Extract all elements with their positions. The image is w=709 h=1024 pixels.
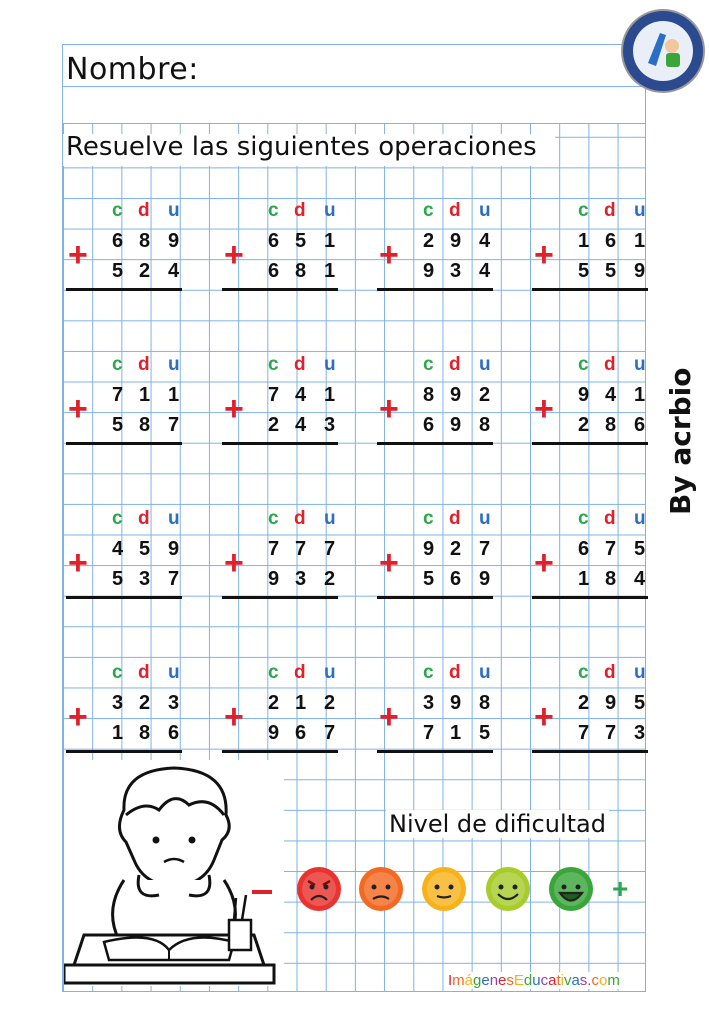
addition-problem: [377, 354, 497, 454]
sum-line: [532, 750, 648, 753]
digit: 3: [168, 692, 180, 714]
addition-problem: [66, 200, 186, 300]
digit: 8: [479, 692, 491, 714]
digit: 2: [139, 692, 151, 714]
digit: 9: [268, 722, 280, 744]
digit: 3: [112, 692, 124, 714]
plus-sign: +: [68, 544, 88, 582]
digit: 4: [295, 414, 307, 436]
column-header-c: c: [423, 662, 434, 683]
digit: 3: [450, 260, 462, 282]
column-header-u: u: [324, 508, 336, 529]
column-header-u: u: [634, 200, 646, 221]
sum-line: [532, 442, 648, 445]
plus-sign: +: [224, 544, 244, 582]
column-header-u: u: [168, 508, 180, 529]
digit: 1: [324, 384, 336, 406]
digit: 7: [605, 538, 617, 560]
digit: 4: [605, 384, 617, 406]
plus-sign: +: [379, 390, 399, 428]
happy-face-icon[interactable]: [548, 866, 594, 912]
digit: 5: [112, 260, 124, 282]
sum-line: [222, 596, 338, 599]
answer-space[interactable]: [377, 292, 493, 318]
column-header-d: d: [449, 200, 461, 221]
digit: 6: [112, 230, 124, 252]
digit: 6: [295, 722, 307, 744]
column-header-c: c: [268, 662, 279, 683]
column-header-d: d: [294, 662, 306, 683]
plus-sign: +: [68, 698, 88, 736]
digit: 5: [139, 538, 151, 560]
digit: 8: [295, 260, 307, 282]
digit: 6: [423, 414, 435, 436]
digit: 9: [450, 384, 462, 406]
addition-problem: [222, 662, 342, 762]
answer-space[interactable]: [222, 446, 338, 472]
column-header-u: u: [168, 354, 180, 375]
digit: 6: [268, 230, 280, 252]
column-header-c: c: [423, 508, 434, 529]
plus-sign: +: [379, 698, 399, 736]
digit: 9: [578, 384, 590, 406]
digit: 2: [578, 414, 590, 436]
digit: 7: [295, 538, 307, 560]
column-header-u: u: [479, 662, 491, 683]
digit: 3: [295, 568, 307, 590]
column-header-d: d: [449, 508, 461, 529]
plus-sign: +: [379, 236, 399, 274]
digit: 2: [423, 230, 435, 252]
digit: 3: [634, 722, 646, 744]
column-header-u: u: [634, 354, 646, 375]
column-header-d: d: [138, 662, 150, 683]
digit: 7: [268, 384, 280, 406]
digit: 9: [423, 538, 435, 560]
sum-line: [377, 750, 493, 753]
digit: 9: [450, 414, 462, 436]
column-header-d: d: [294, 508, 306, 529]
addition-problem: [532, 508, 652, 608]
digit: 4: [634, 568, 646, 590]
column-header-c: c: [268, 508, 279, 529]
answer-space[interactable]: [222, 292, 338, 318]
name-label: Nombre:: [66, 52, 199, 87]
digit: 7: [423, 722, 435, 744]
digit: 5: [112, 414, 124, 436]
digit: 5: [605, 260, 617, 282]
column-header-d: d: [294, 200, 306, 221]
addition-problem: [222, 354, 342, 454]
answer-space[interactable]: [222, 600, 338, 626]
column-header-d: d: [604, 200, 616, 221]
sum-line: [377, 442, 493, 445]
digit: 4: [479, 260, 491, 282]
column-header-u: u: [479, 200, 491, 221]
plus-sign: +: [224, 390, 244, 428]
difficulty-label: Nivel de dificultad: [386, 810, 609, 838]
column-header-u: u: [168, 662, 180, 683]
column-header-c: c: [578, 508, 589, 529]
digit: 2: [268, 692, 280, 714]
digit: 8: [423, 384, 435, 406]
digit: 2: [324, 568, 336, 590]
digit: 7: [168, 414, 180, 436]
digit: 1: [578, 568, 590, 590]
digit: 6: [605, 230, 617, 252]
sum-line: [222, 750, 338, 753]
plus-sign: +: [612, 873, 629, 904]
digit: 7: [479, 538, 491, 560]
digit: 5: [479, 722, 491, 744]
column-header-d: d: [138, 354, 150, 375]
digit: 9: [450, 230, 462, 252]
digit: 5: [578, 260, 590, 282]
addition-problem: [66, 662, 186, 762]
digit: 9: [605, 692, 617, 714]
column-header-c: c: [268, 200, 279, 221]
sum-line: [377, 596, 493, 599]
column-header-c: c: [423, 354, 434, 375]
digit: 1: [634, 384, 646, 406]
column-header-u: u: [324, 200, 336, 221]
digit: 7: [578, 722, 590, 744]
digit: 9: [423, 260, 435, 282]
digit: 1: [578, 230, 590, 252]
digit: 7: [605, 722, 617, 744]
answer-space[interactable]: [532, 292, 648, 318]
digit: 8: [139, 230, 151, 252]
smile-face-icon[interactable]: [485, 866, 531, 912]
digit: 1: [450, 722, 462, 744]
column-header-d: d: [604, 508, 616, 529]
digit: 7: [324, 538, 336, 560]
digit: 3: [324, 414, 336, 436]
digit: 2: [268, 414, 280, 436]
digit: 1: [139, 384, 151, 406]
plus-sign: +: [224, 236, 244, 274]
column-header-u: u: [479, 354, 491, 375]
digit: 4: [295, 384, 307, 406]
addition-problem: [377, 200, 497, 300]
column-header-d: d: [604, 662, 616, 683]
plus-sign: +: [534, 390, 554, 428]
digit: 1: [295, 692, 307, 714]
sum-line: [532, 288, 648, 291]
digit: 9: [634, 260, 646, 282]
column-header-c: c: [578, 200, 589, 221]
answer-space[interactable]: [532, 446, 648, 472]
addition-problem: [66, 508, 186, 608]
plus-sign: +: [68, 236, 88, 274]
digit: 1: [634, 230, 646, 252]
plus-sign: +: [534, 236, 554, 274]
column-header-c: c: [112, 200, 123, 221]
column-header-c: c: [578, 354, 589, 375]
instructions: Resuelve las siguientes operaciones: [66, 132, 537, 162]
digit: 9: [450, 692, 462, 714]
digit: 5: [634, 692, 646, 714]
plus-sign: +: [224, 698, 244, 736]
sum-line: [66, 288, 182, 291]
digit: 9: [168, 230, 180, 252]
digit: 9: [268, 568, 280, 590]
digit: 6: [168, 722, 180, 744]
digit: 8: [605, 568, 617, 590]
addition-problem: [66, 354, 186, 454]
plus-sign: +: [68, 390, 88, 428]
sum-line: [66, 596, 182, 599]
answer-space[interactable]: [66, 446, 182, 472]
digit: 9: [168, 538, 180, 560]
sum-line: [66, 750, 182, 753]
column-header-c: c: [112, 662, 123, 683]
column-header-u: u: [324, 662, 336, 683]
digit: 7: [112, 384, 124, 406]
sum-line: [377, 288, 493, 291]
neutral-face-icon[interactable]: [421, 866, 467, 912]
byline: By acrbio: [664, 367, 697, 515]
sum-line: [532, 596, 648, 599]
digit: 7: [268, 538, 280, 560]
answer-space[interactable]: [532, 754, 648, 780]
answer-space[interactable]: [377, 754, 493, 780]
digit: 2: [479, 384, 491, 406]
digit: 3: [139, 568, 151, 590]
column-header-d: d: [449, 662, 461, 683]
plus-sign: +: [379, 544, 399, 582]
addition-problem: [222, 200, 342, 300]
answer-space[interactable]: [377, 600, 493, 626]
column-header-u: u: [168, 200, 180, 221]
minus-sign: [252, 890, 272, 894]
answer-space[interactable]: [377, 446, 493, 472]
digit: 8: [139, 722, 151, 744]
digit: 6: [450, 568, 462, 590]
column-header-c: c: [423, 200, 434, 221]
column-header-c: c: [268, 354, 279, 375]
digit: 9: [479, 568, 491, 590]
column-header-c: c: [112, 354, 123, 375]
digit: 5: [295, 230, 307, 252]
digit: 6: [268, 260, 280, 282]
digit: 2: [578, 692, 590, 714]
digit: 5: [423, 568, 435, 590]
digit: 1: [168, 384, 180, 406]
digit: 6: [634, 414, 646, 436]
column-header-u: u: [634, 662, 646, 683]
addition-problem: [377, 508, 497, 608]
digit: 4: [112, 538, 124, 560]
addition-problem: [532, 662, 652, 762]
digit: 1: [112, 722, 124, 744]
digit: 6: [578, 538, 590, 560]
answer-space[interactable]: [66, 600, 182, 626]
column-header-u: u: [634, 508, 646, 529]
sad-face-icon[interactable]: [358, 866, 404, 912]
column-header-d: d: [449, 354, 461, 375]
plus-sign: +: [534, 544, 554, 582]
digit: 5: [634, 538, 646, 560]
digit: 2: [139, 260, 151, 282]
digit: 1: [324, 230, 336, 252]
digit: 5: [112, 568, 124, 590]
sum-line: [66, 442, 182, 445]
angry-face-icon[interactable]: [296, 866, 342, 912]
digit: 8: [139, 414, 151, 436]
column-header-d: d: [138, 508, 150, 529]
plus-sign: +: [534, 698, 554, 736]
column-header-u: u: [479, 508, 491, 529]
addition-problem: [222, 508, 342, 608]
sum-line: [222, 288, 338, 291]
column-header-d: d: [294, 354, 306, 375]
student-illustration: [64, 760, 284, 986]
column-header-u: u: [324, 354, 336, 375]
answer-space[interactable]: [66, 292, 182, 318]
digit: 4: [168, 260, 180, 282]
column-header-c: c: [578, 662, 589, 683]
digit: 2: [450, 538, 462, 560]
watermark: ImágenesEducativas.com: [448, 972, 620, 989]
column-header-d: d: [604, 354, 616, 375]
digit: 7: [324, 722, 336, 744]
column-header-c: c: [112, 508, 123, 529]
sum-line: [222, 442, 338, 445]
logo-icon: [620, 8, 706, 94]
digit: 1: [324, 260, 336, 282]
addition-problem: [377, 662, 497, 762]
digit: 8: [479, 414, 491, 436]
digit: 2: [324, 692, 336, 714]
digit: 4: [479, 230, 491, 252]
digit: 8: [605, 414, 617, 436]
addition-problem: [532, 354, 652, 454]
column-header-d: d: [138, 200, 150, 221]
digit: 3: [423, 692, 435, 714]
addition-problem: [532, 200, 652, 300]
answer-space[interactable]: [532, 600, 648, 626]
digit: 7: [168, 568, 180, 590]
